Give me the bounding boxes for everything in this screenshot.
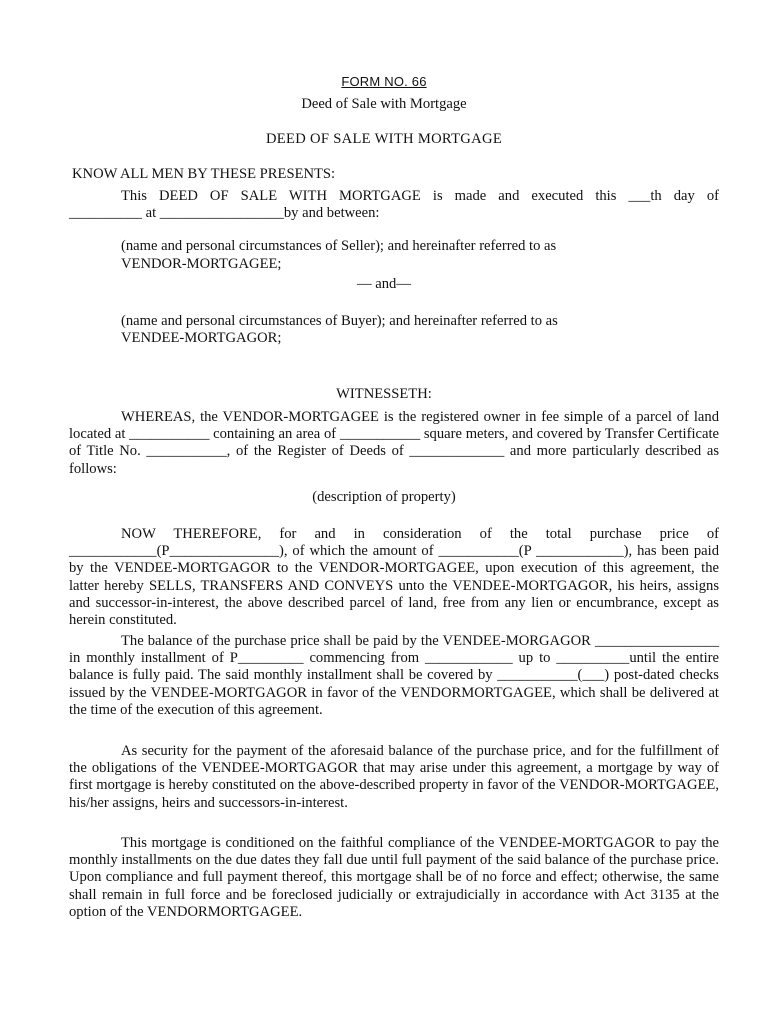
know-all-heading: KNOW ALL MEN BY THESE PRESENTS: bbox=[72, 166, 336, 182]
conditioned-text: This mortgage is conditioned on the faithful compliance of the VENDEE-MORTGAGOR to pay the monthly installments on the due dates they fall due until full payment of the said balance of the purchase price. Upon compliance and full payment thereof, this mortgage shall be of no force and effect; otherwise, the same shall remain in full force and be foreclosed judicially or extrajudicially in accordance with Act 3135 at the option of the VENDORMORTGAGEE. bbox=[69, 835, 719, 920]
buyer-line-1: (name and personal circumstances of Buyer); and hereinafter referred to as bbox=[121, 313, 558, 329]
made-line-1: This DEED OF SALE WITH MORTGAGE is made and executed this ___th day of bbox=[121, 188, 719, 204]
document-title: DEED OF SALE WITH MORTGAGE bbox=[265, 131, 503, 147]
balance-paragraph bbox=[69, 633, 719, 719]
seller-line-1: (name and personal circumstances of Seller); and hereinafter referred to as bbox=[121, 238, 557, 254]
form-number: FORM NO. 66 bbox=[341, 74, 427, 89]
made-line-2: __________ at _________________by and between: bbox=[69, 205, 380, 221]
security-paragraph bbox=[69, 743, 719, 812]
document-subtitle: Deed of Sale with Mortgage bbox=[301, 96, 467, 112]
whereas-text: WHEREAS, the VENDOR-MORTGAGEE is the registered owner in fee simple of a parcel of land located at ___________ containing an area of ___________ square meters, and covered by Transfer Certificate of Title No. ___________, of the Register of Deeds of _____________ and more particularly described as follows: bbox=[69, 409, 719, 477]
whereas-paragraph bbox=[69, 409, 719, 478]
seller-line-2: VENDOR-MORTGAGEE; bbox=[121, 256, 282, 272]
balance-text: The balance of the purchase price shall be paid by the VENDEE-MORGAGOR _________________ in monthly installment of P_________ commencing from ____________ up to __________until the entire balance is fully paid. The said monthly installment shall be covered by ___________(___) post-dated checks issued by the VENDEE-MORTGAGOR in favor of the VENDORMORTGAGEE, which shall be delivered at the time of the execution of this agreement. bbox=[69, 633, 719, 718]
now-therefore-paragraph bbox=[69, 526, 719, 629]
and-separator: — and— bbox=[357, 276, 411, 292]
security-text: As security for the payment of the aforesaid balance of the purchase price, and for the fulfillment of the obligations of the VENDEE-MORTGAGOR that may arise under this agreement, a mortgage by way of first mortgage is hereby constituted on the above-described property in favor of the VENDOR-MORTGAGEE, his/her assigns, heirs and successors-in-interest. bbox=[69, 743, 719, 811]
description-placeholder: (description of property) bbox=[312, 489, 456, 505]
conditioned-paragraph bbox=[69, 835, 719, 921]
buyer-line-2: VENDEE-MORTGAGOR; bbox=[121, 330, 282, 346]
witnesseth-heading: WITNESSETH: bbox=[336, 386, 432, 402]
now-therefore-text: NOW THEREFORE, for and in consideration of the total purchase price of ____________(P_______________), of which the amount of ___________(P ____________), has been paid by the VENDEE-MORTGAGOR to the VENDOR-MORTGAGEE, upon execution of this agreement, the latter hereby SELLS, TRANSFERS AND CONVEYS unto the VENDEE-MORTGAGOR, his heirs, assigns and successor-in-interest, the above described parcel of land, free from any lien or encumbrance, except as herein constituted. bbox=[69, 526, 719, 629]
